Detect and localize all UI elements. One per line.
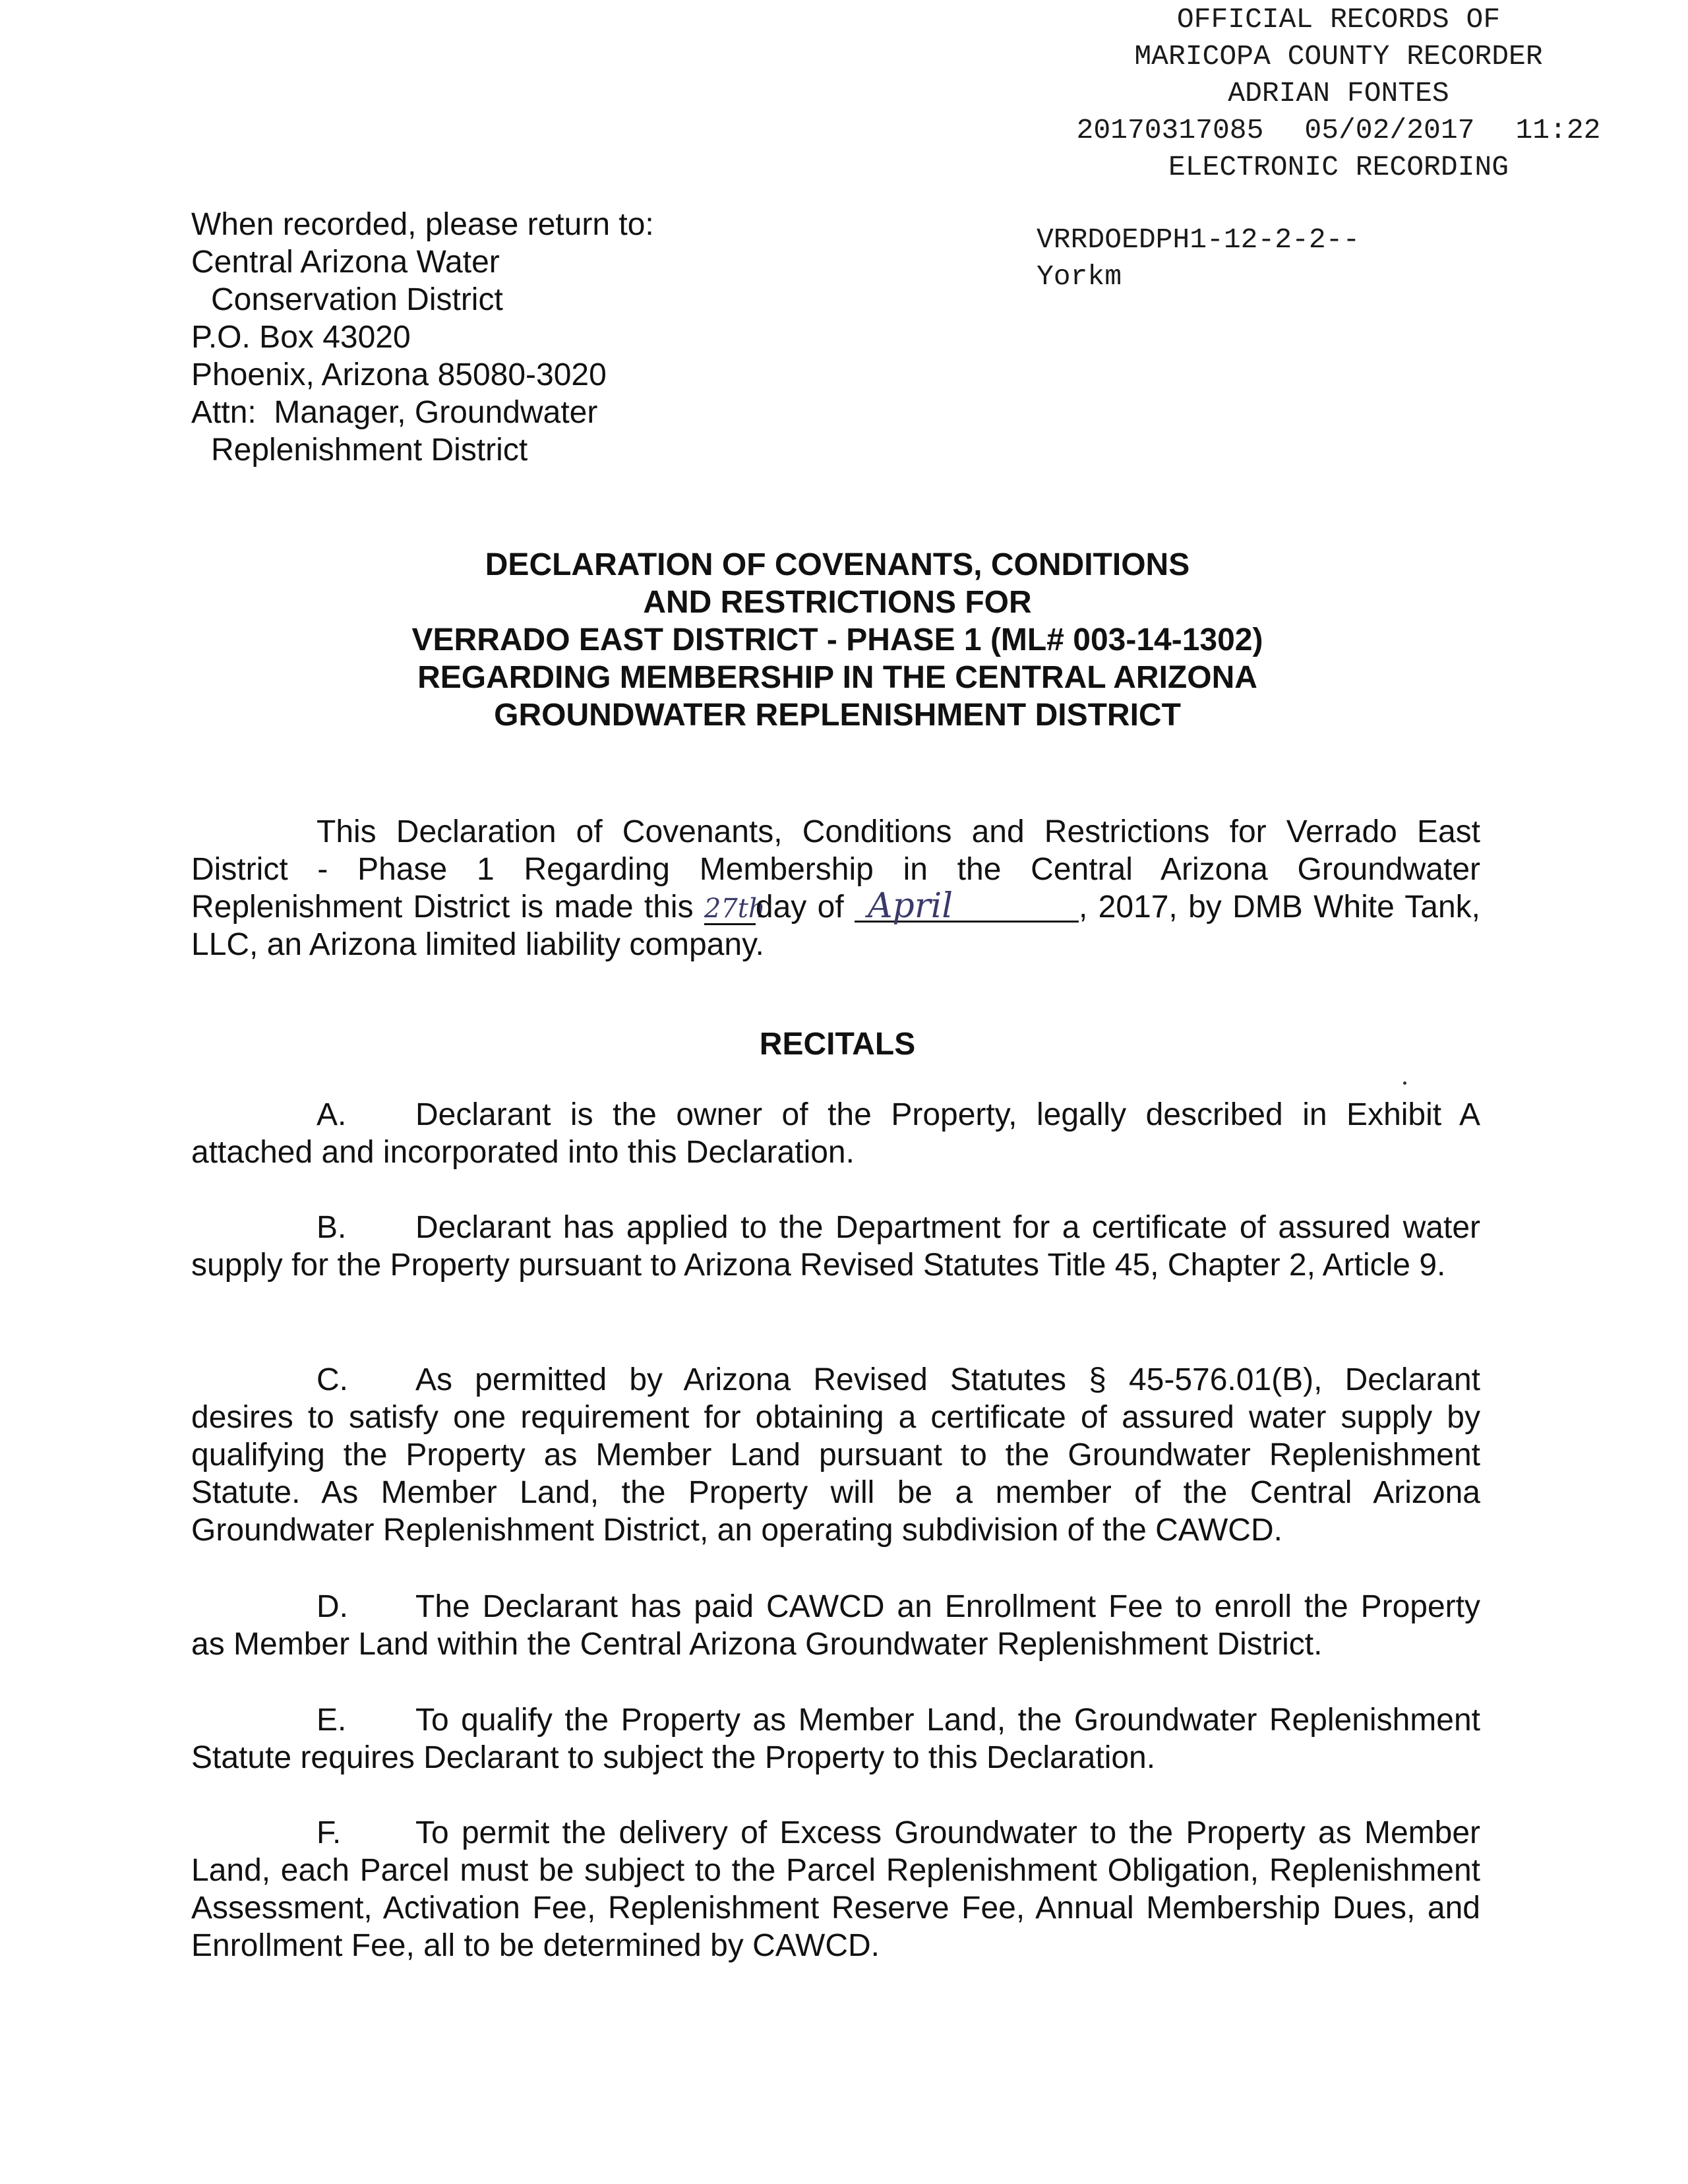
record-number: 20170317085 xyxy=(1076,114,1264,146)
document-title xyxy=(191,546,1484,734)
return-address-line: Central Arizona Water xyxy=(191,245,500,280)
return-address-line: Replenishment District xyxy=(211,433,528,468)
recital-paragraph xyxy=(191,1209,1480,1284)
return-address-line: When recorded, please return to: xyxy=(191,207,654,242)
title-line: VERRADO EAST DISTRICT - PHASE 1 (ML# 003-14-1302) xyxy=(411,622,1263,657)
title-line: REGARDING MEMBERSHIP IN THE CENTRAL ARIZONA xyxy=(417,660,1257,695)
title-line: GROUNDWATER REPLENISHMENT DISTRICT xyxy=(494,698,1181,733)
recital-text: To permit the delivery of Excess Groundwater to the Property as Member Land, each Parcel must be subject to the Parcel Replenishment Obligation, Replenishment Assessment, Activation Fee, Replenishment Reserve Fee, Annual Membership Dues, and Enrollment Fee, all to be determined by CAWCD. xyxy=(191,1815,1480,1963)
return-address xyxy=(191,206,654,469)
recital-text: The Declarant has paid CAWCD an Enrollment Fee to enroll the Property as Member Land within the Central Arizona Groundwater Replenishment District. xyxy=(191,1589,1480,1662)
record-date: 05/02/2017 xyxy=(1304,114,1475,146)
title-line: DECLARATION OF COVENANTS, CONDITIONS xyxy=(485,547,1190,582)
document-code-line: VRRDOEDPH1-12-2-2-- xyxy=(1037,224,1360,256)
recital-text: Declarant is the owner of the Property, legally described in Exhibit A attached and incorporated into this Declaration. xyxy=(191,1097,1480,1170)
document-code xyxy=(1037,222,1360,295)
margin-mark xyxy=(1403,1081,1406,1085)
month-handwritten: April xyxy=(855,892,1079,923)
intro-paragraph xyxy=(191,813,1480,963)
recorder-line: MARICOPA COUNTY RECORDER xyxy=(1134,40,1543,73)
recorder-name: ADRIAN FONTES xyxy=(1228,77,1449,109)
return-address-line: Conservation District xyxy=(211,282,503,317)
recital-letter: A. xyxy=(316,1097,347,1132)
return-address-line: Attn: Manager, Groundwater xyxy=(191,395,598,430)
return-address-line: Phoenix, Arizona 85080-3020 xyxy=(191,357,607,392)
recording-info xyxy=(1002,112,1675,149)
recorder-stamp xyxy=(1002,1,1675,186)
recital-letter: D. xyxy=(316,1589,348,1624)
intro-text: This Declaration of Covenants, Conditions and Restrictions for Verrado East District - Phase 1 Regarding Membership in the Central Arizona Groundwater Replenishment District is made this xyxy=(191,814,1480,925)
recital-letter: F. xyxy=(316,1815,342,1850)
recital-text: Declarant has applied to the Department for a certificate of assured water supply for the Property pursuant to Arizona Revised Statutes Title 45, Chapter 2, Article 9. xyxy=(191,1210,1480,1283)
recording-type: ELECTRONIC RECORDING xyxy=(1168,151,1509,183)
title-line: AND RESTRICTIONS FOR xyxy=(643,585,1032,620)
recital-paragraph xyxy=(191,1814,1480,1964)
recitals-heading: RECITALS xyxy=(759,1027,916,1062)
return-address-line: P.O. Box 43020 xyxy=(191,320,411,355)
day-handwritten: 27th xyxy=(704,894,766,924)
recorder-line: OFFICIAL RECORDS OF xyxy=(1176,3,1501,36)
recital-text: As permitted by Arizona Revised Statutes § 45-576.01(B), Declarant desires to satisfy one requirement for obtaining a certificate of assured water supply by qualifying the Property as Member Land pursuant to the Groundwater Replenishment Statute. As Member Land, the Property will be a member of the Central Arizona Groundwater Replenishment District, an operating subdivision of the CAWCD. xyxy=(191,1362,1480,1548)
intro-text: day of xyxy=(755,890,844,925)
recital-letter: C. xyxy=(316,1362,348,1397)
recital-letter: B. xyxy=(316,1210,347,1245)
recital-paragraph xyxy=(191,1588,1480,1663)
recital-paragraph xyxy=(191,1701,1480,1776)
recital-text: To qualify the Property as Member Land, the Groundwater Replenishment Statute requires Declarant to subject the Property to this Declaration. xyxy=(191,1703,1480,1775)
record-time: 11:22 xyxy=(1515,114,1601,146)
recital-letter: E. xyxy=(316,1703,347,1738)
document-code-user: Yorkm xyxy=(1037,260,1122,293)
intro-text: , 2017, by DMB White Tank, LLC, an Arizona limited liability company. xyxy=(191,890,1480,962)
recital-paragraph xyxy=(191,1096,1480,1171)
recital-paragraph xyxy=(191,1361,1480,1549)
